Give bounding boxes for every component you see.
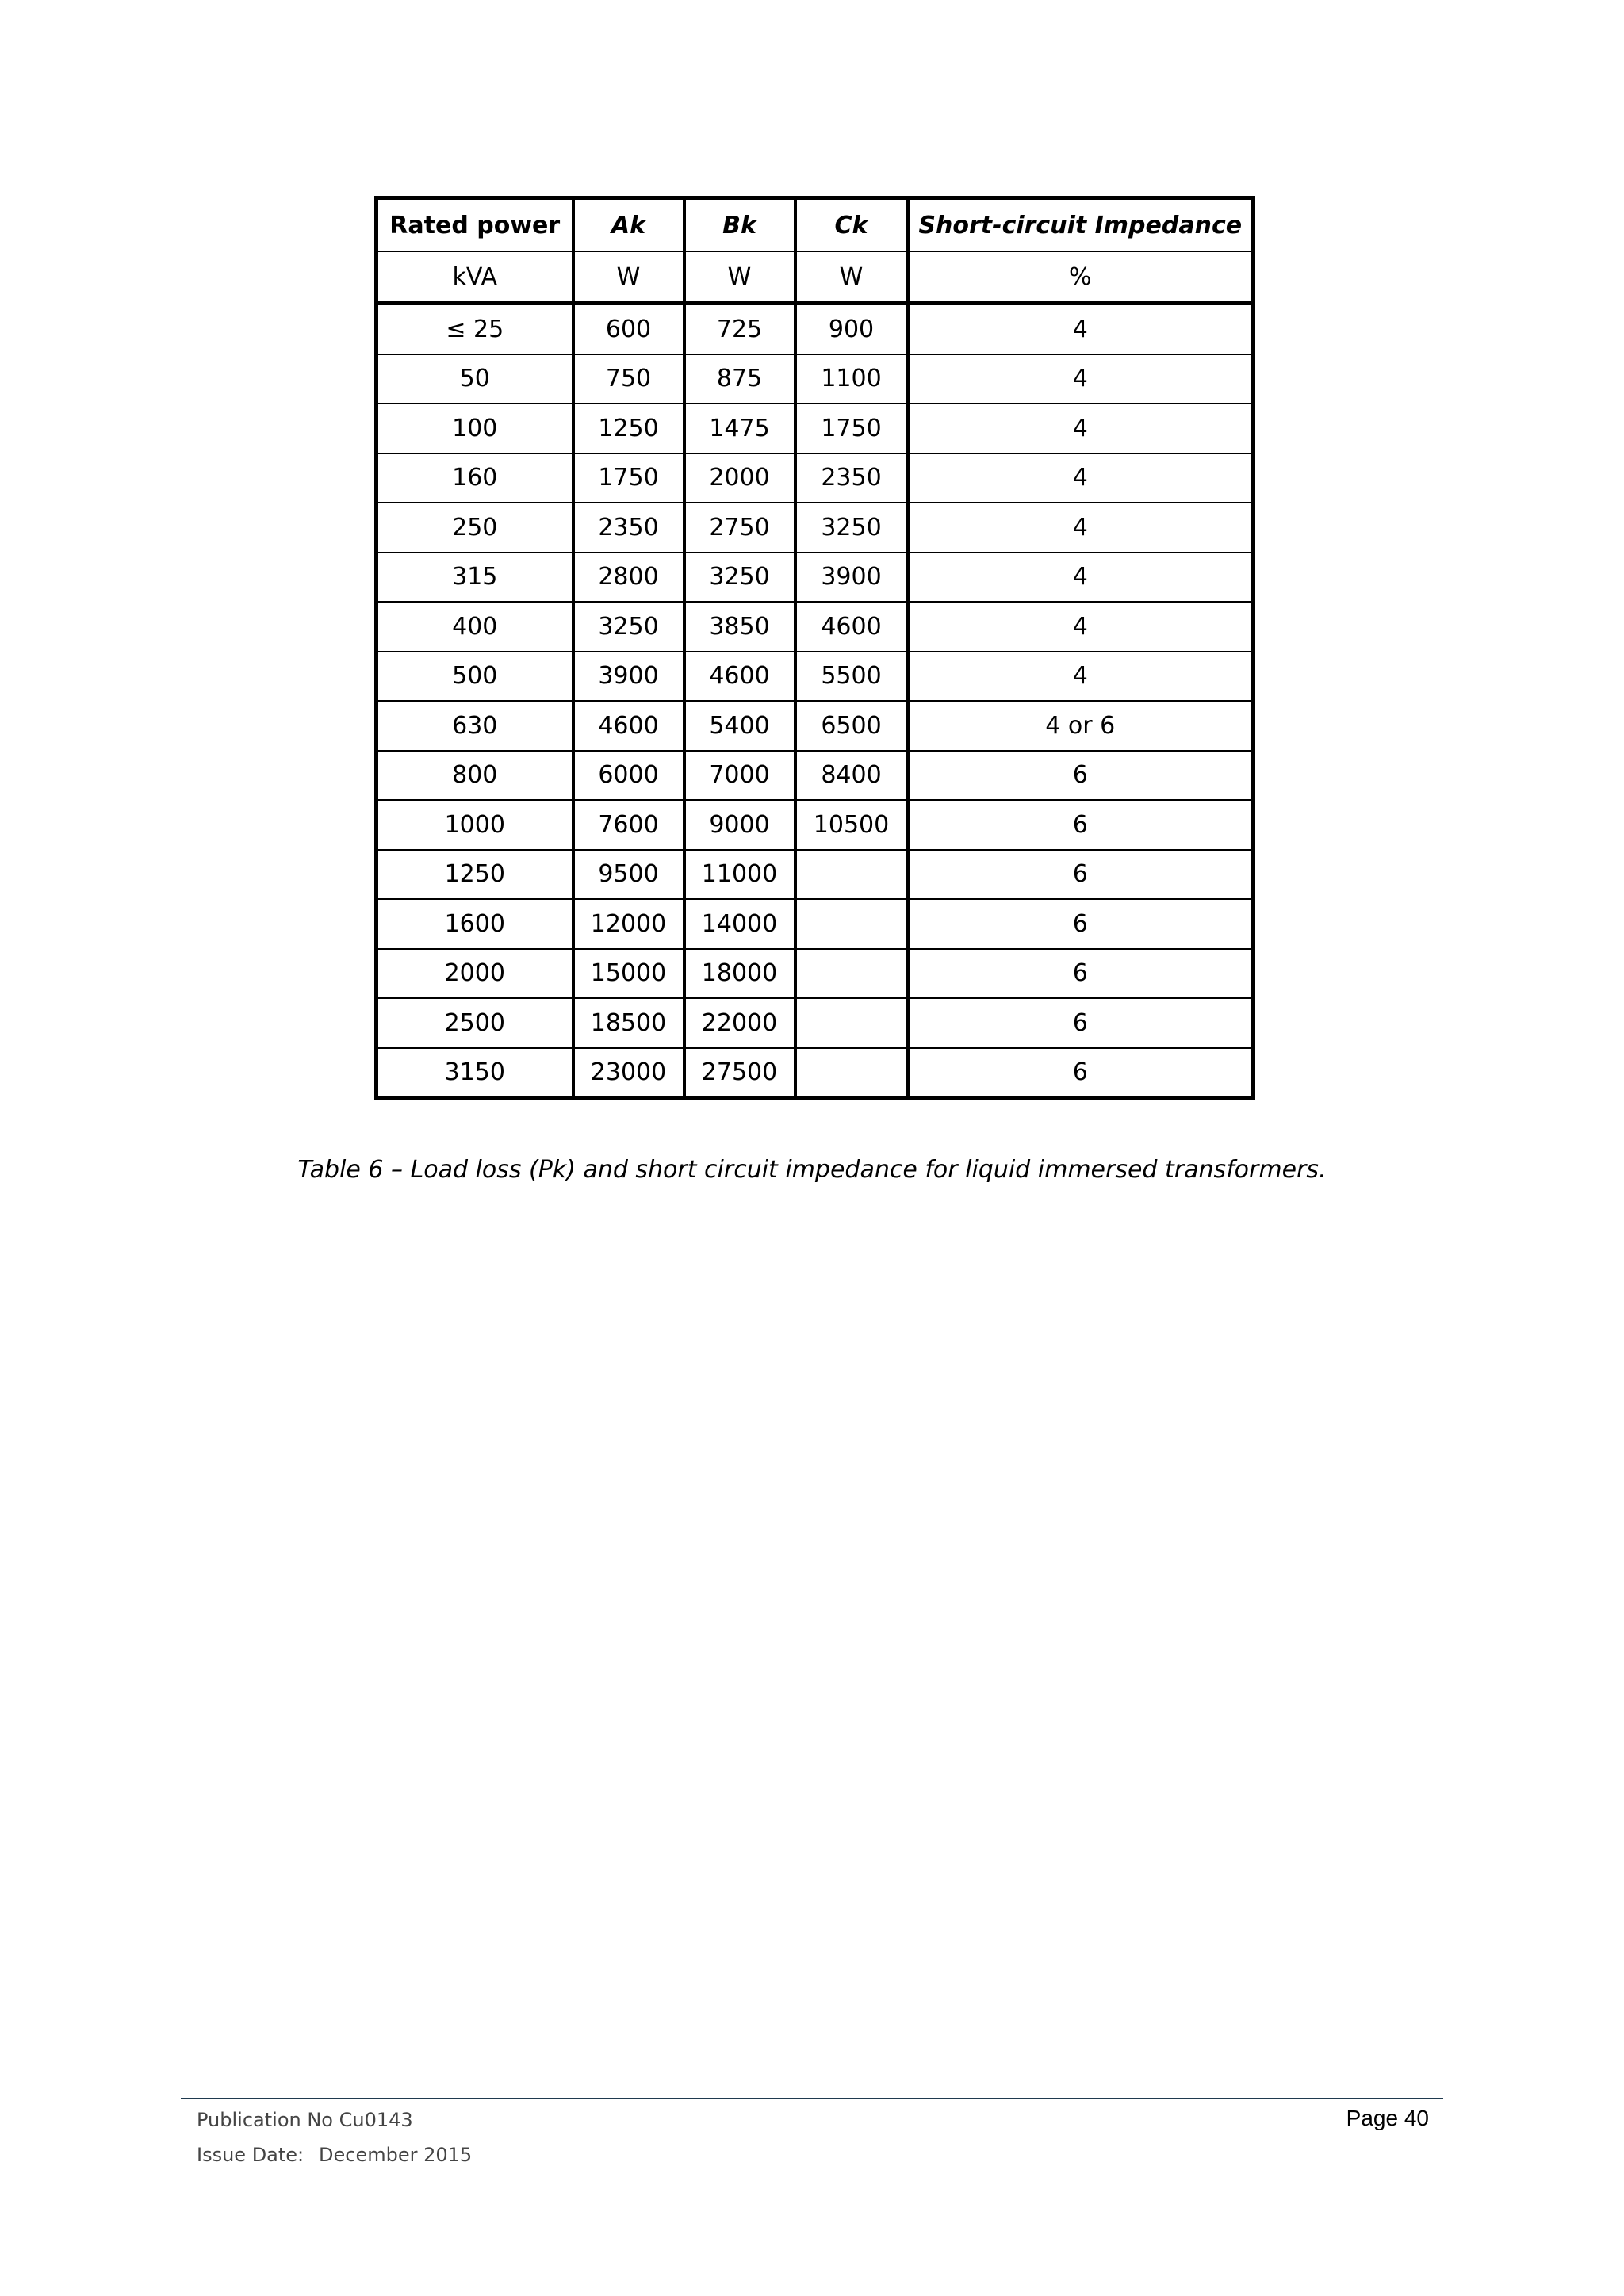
- table-row: [377, 652, 1254, 702]
- cell-ck: 8400: [795, 751, 908, 801]
- cell-rated-power: 2500: [377, 998, 573, 1048]
- cell-rated-power: 1250: [377, 850, 573, 900]
- footer-page-number: Page 40: [1346, 2106, 1429, 2130]
- cell-ck: 6500: [795, 701, 908, 751]
- cell-impedance: 6: [908, 850, 1254, 900]
- cell-impedance: 4: [908, 453, 1254, 503]
- cell-bk: 1475: [684, 404, 795, 453]
- table-row: [377, 553, 1254, 603]
- cell-impedance: 4: [908, 304, 1254, 354]
- table-row: [377, 453, 1254, 503]
- cell-ak: 2800: [573, 553, 684, 603]
- table-row: [377, 503, 1254, 553]
- cell-ck: [795, 899, 908, 949]
- cell-ak: 3250: [573, 602, 684, 652]
- cell-ak: 7600: [573, 800, 684, 850]
- cell-ak: 6000: [573, 751, 684, 801]
- cell-rated-power: 800: [377, 751, 573, 801]
- cell-impedance: 4: [908, 354, 1254, 404]
- cell-impedance: 6: [908, 751, 1254, 801]
- cell-ak: 23000: [573, 1048, 684, 1099]
- cell-bk: 725: [684, 304, 795, 354]
- cell-ak: 2350: [573, 503, 684, 553]
- cell-bk: 3850: [684, 602, 795, 652]
- cell-rated-power: 315: [377, 553, 573, 603]
- cell-ak: 1750: [573, 453, 684, 503]
- cell-bk: 875: [684, 354, 795, 404]
- footer-issue-date-label: Issue Date:: [197, 2144, 304, 2166]
- header-ak: Ak: [573, 198, 684, 252]
- header-bk: Bk: [684, 198, 795, 252]
- cell-rated-power: 500: [377, 652, 573, 702]
- cell-ak: 750: [573, 354, 684, 404]
- unit-bk: W: [684, 251, 795, 304]
- cell-ck: 1100: [795, 354, 908, 404]
- cell-bk: 3250: [684, 553, 795, 603]
- cell-ak: 3900: [573, 652, 684, 702]
- cell-ck: 4600: [795, 602, 908, 652]
- cell-bk: 2000: [684, 453, 795, 503]
- footer-publication-number: Publication No Cu0143: [197, 2109, 413, 2131]
- cell-ck: [795, 1048, 908, 1099]
- cell-ck: 3250: [795, 503, 908, 553]
- cell-impedance: 6: [908, 1048, 1254, 1099]
- table-row: [377, 850, 1254, 900]
- cell-ck: [795, 949, 908, 999]
- cell-ak: 15000: [573, 949, 684, 999]
- cell-bk: 22000: [684, 998, 795, 1048]
- cell-bk: 4600: [684, 652, 795, 702]
- table-body: [377, 304, 1254, 1099]
- cell-bk: 11000: [684, 850, 795, 900]
- unit-ck: W: [795, 251, 908, 304]
- cell-ck: 900: [795, 304, 908, 354]
- cell-impedance: 4: [908, 404, 1254, 453]
- unit-rated-power: kVA: [377, 251, 573, 304]
- table-row: [377, 751, 1254, 801]
- table-caption: Table 6 – Load loss (Pk) and short circuit impedance for liquid immersed transformers.: [297, 1156, 1327, 1184]
- cell-ak: 9500: [573, 850, 684, 900]
- table-row: [377, 602, 1254, 652]
- cell-rated-power: 2000: [377, 949, 573, 999]
- cell-impedance: 4: [908, 553, 1254, 603]
- cell-impedance: 4: [908, 652, 1254, 702]
- table-row: [377, 354, 1254, 404]
- cell-impedance: 6: [908, 800, 1254, 850]
- cell-bk: 7000: [684, 751, 795, 801]
- cell-bk: 27500: [684, 1048, 795, 1099]
- header-rated-power: Rated power: [377, 198, 573, 252]
- cell-rated-power: 250: [377, 503, 573, 553]
- cell-rated-power: 3150: [377, 1048, 573, 1099]
- cell-ck: [795, 850, 908, 900]
- footer-divider: [181, 2098, 1443, 2099]
- cell-impedance: 6: [908, 998, 1254, 1048]
- table-row: [377, 1048, 1254, 1099]
- cell-rated-power: 100: [377, 404, 573, 453]
- cell-ak: 12000: [573, 899, 684, 949]
- cell-ck: 5500: [795, 652, 908, 702]
- cell-bk: 14000: [684, 899, 795, 949]
- cell-impedance: 4: [908, 602, 1254, 652]
- cell-rated-power: 1000: [377, 800, 573, 850]
- footer-issue-date-value: December 2015: [319, 2144, 473, 2166]
- table-header-row: [377, 198, 1254, 252]
- cell-impedance: 4 or 6: [908, 701, 1254, 751]
- unit-ak: W: [573, 251, 684, 304]
- cell-impedance: 4: [908, 503, 1254, 553]
- load-loss-table: [374, 196, 1255, 1100]
- header-short-circuit-impedance: Short-circuit Impedance: [908, 198, 1254, 252]
- cell-ck: 10500: [795, 800, 908, 850]
- cell-ak: 18500: [573, 998, 684, 1048]
- cell-ck: 3900: [795, 553, 908, 603]
- table-row: [377, 998, 1254, 1048]
- cell-bk: 2750: [684, 503, 795, 553]
- cell-bk: 9000: [684, 800, 795, 850]
- table-row: [377, 800, 1254, 850]
- table-row: [377, 404, 1254, 453]
- cell-bk: 18000: [684, 949, 795, 999]
- cell-rated-power: 160: [377, 453, 573, 503]
- cell-rated-power: ≤ 25: [377, 304, 573, 354]
- table-row: [377, 949, 1254, 999]
- cell-bk: 5400: [684, 701, 795, 751]
- cell-ak: 600: [573, 304, 684, 354]
- cell-ak: 4600: [573, 701, 684, 751]
- table-units-row: [377, 251, 1254, 304]
- unit-impedance: %: [908, 251, 1254, 304]
- table-row: [377, 899, 1254, 949]
- cell-rated-power: 50: [377, 354, 573, 404]
- cell-ck: [795, 998, 908, 1048]
- cell-rated-power: 630: [377, 701, 573, 751]
- table-row: [377, 701, 1254, 751]
- cell-ck: 2350: [795, 453, 908, 503]
- cell-rated-power: 400: [377, 602, 573, 652]
- header-ck: Ck: [795, 198, 908, 252]
- cell-ck: 1750: [795, 404, 908, 453]
- cell-impedance: 6: [908, 899, 1254, 949]
- table-row: [377, 304, 1254, 354]
- cell-rated-power: 1600: [377, 899, 573, 949]
- cell-impedance: 6: [908, 949, 1254, 999]
- cell-ak: 1250: [573, 404, 684, 453]
